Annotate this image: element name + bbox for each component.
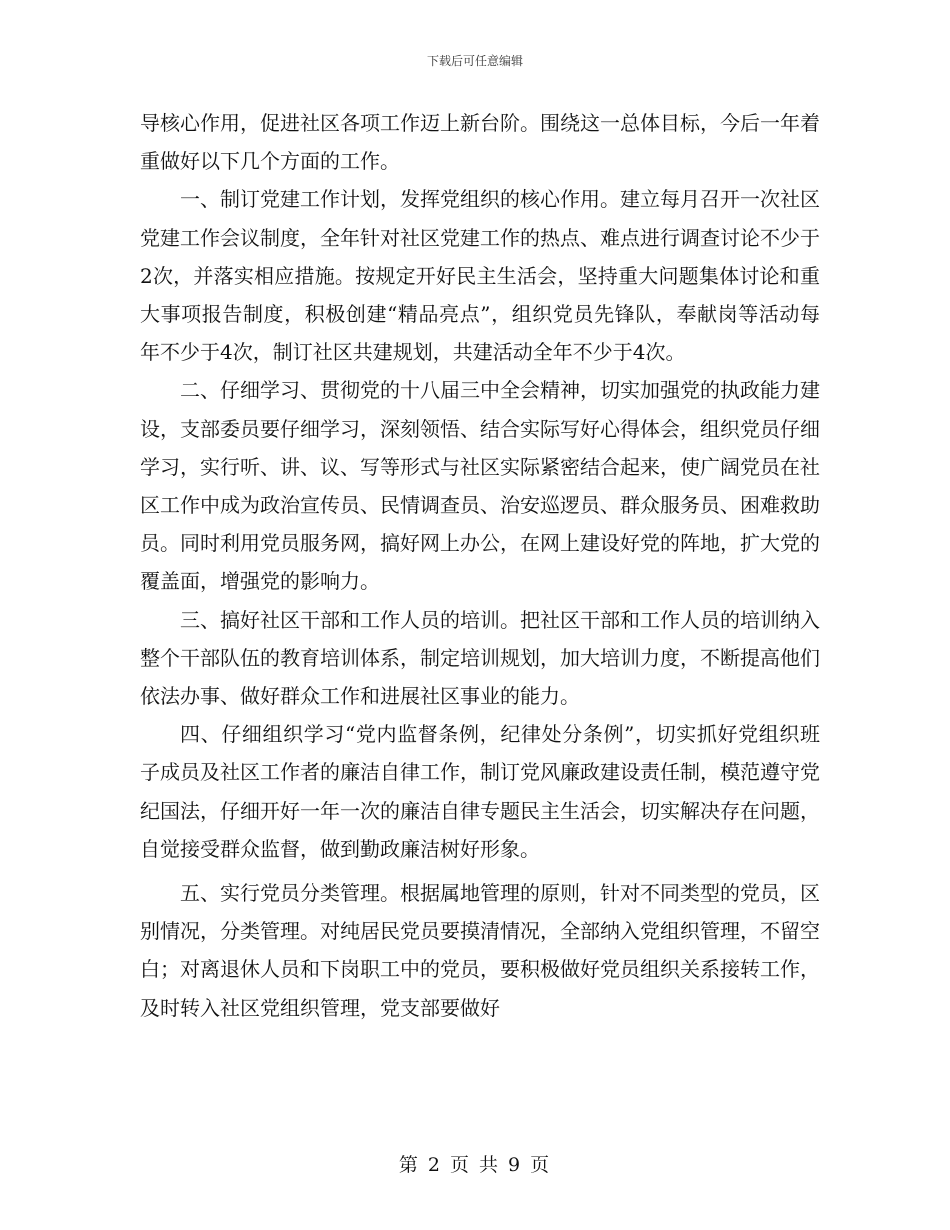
paragraph-section-4: 四、仔细组织学习“党内监督条例，纪律处分条例”，切实抓好党组织班子成员及社区工作者的廉洁自律工作，制订党风廉政建设责任制，模范遵守党纪国法，仔细开好一年一次的廉洁自律专题民主生活会，切实解决存在问题，自觉接受群众监督，做到勤政廉洁树好形象。 [140,722,820,861]
page-number: 第 2 页 共 9 页 [398,1154,552,1176]
paragraph-section-3: 三、搞好社区干部和工作人员的培训。把社区干部和工作人员的培训纳入整个干部队伍的教育培训体系，制定培训规划，加大培训力度，不断提高他们依法办事、做好群众工作和进展社区事业的能力。 [140,607,820,709]
paragraph-section-5: 五、实行党员分类管理。根据属地管理的原则，针对不同类型的党员，区别情况，分类管理。对纯居民党员要摸清情况，全部纳入党组织管理，不留空白；对离退休人员和下岗职工中的党员，要积极做好党员组织关系接转工作，及时转入社区党组织管理，党支部要做好 [140,881,820,1020]
document-body [140,104,820,1027]
paragraph-continuation: 导核心作用，促进社区各项工作迈上新台阶。围绕这一总体目标，今后一年着重做好以下几个方面的工作。 [140,111,820,174]
paragraph-section-1: 一、制订党建工作计划，发挥党组织的核心作用。建立每月召开一次社区党建工作会议制度，全年针对社区党建工作的热点、难点进行调查讨论不少于2次，并落实相应措施。按规定开好民主生活会，坚持重大问题集体讨论和重大事项报告制度，积极创建“精品亮点”，组织党员先锋队，奉献岗等活动每年不少于4次，制订社区共建规划，共建活动全年不少于4次。 [140,187,820,365]
page-header: 下载后可任意编辑 [426,54,523,68]
paragraph-section-2: 二、仔细学习、贯彻党的十八届三中全会精神，切实加强党的执政能力建设，支部委员要仔细学习，深刻领悟、结合实际写好心得体会，组织党员仔细学习，实行听、讲、议、写等形式与社区实际紧密结合起来，使广阔党员在社区工作中成为政治宣传员、民情调查员、治安巡逻员、群众服务员、困难救助员。同时利用党员服务网，搞好网上办公，在网上建设好党的阵地，扩大党的覆盖面，增强党的影响力。 [140,378,820,594]
